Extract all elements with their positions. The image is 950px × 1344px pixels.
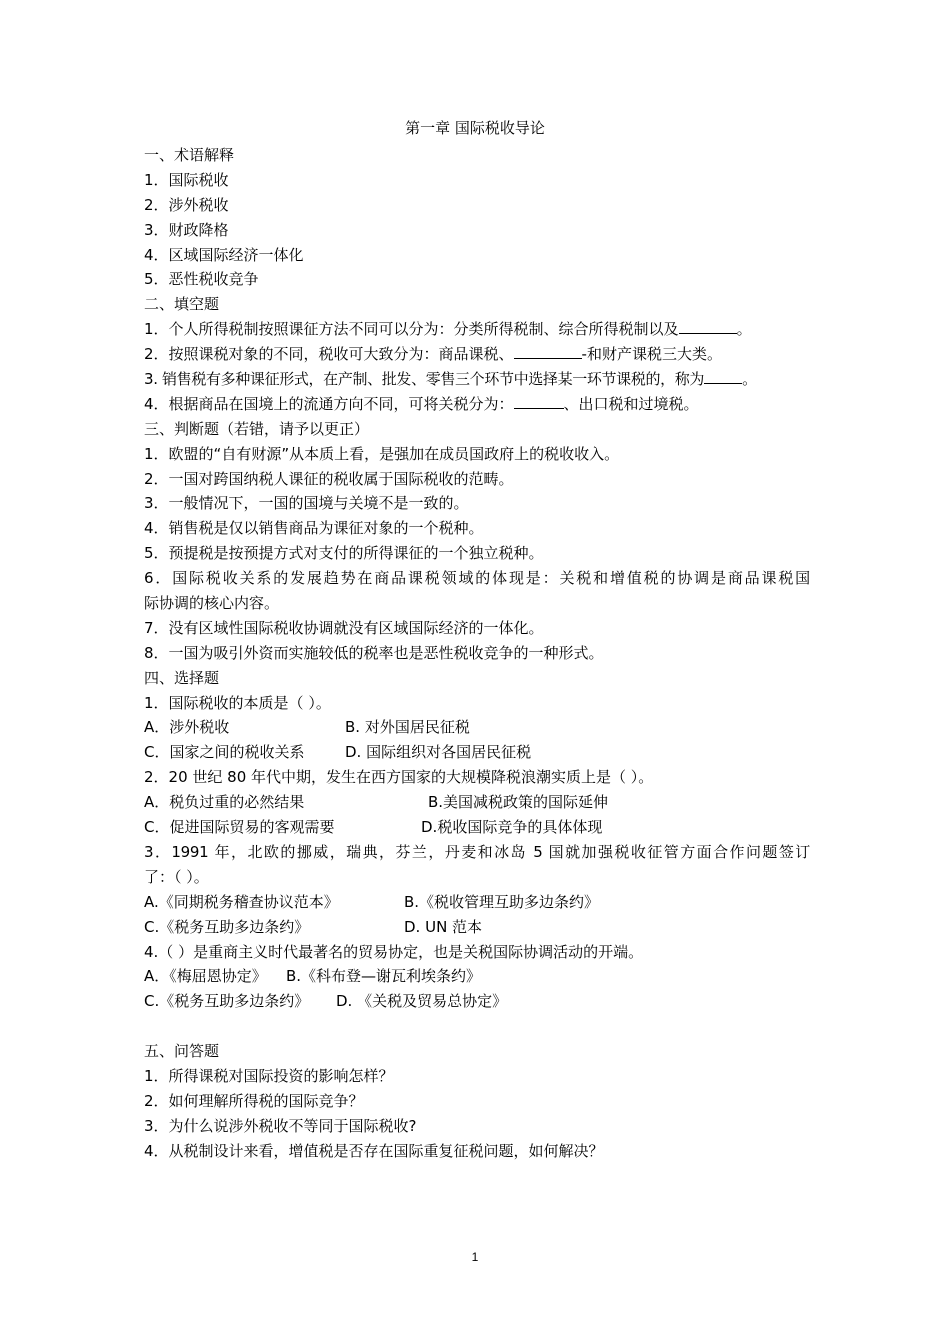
section-heading-multiple-choice: 四、选择题 <box>144 668 220 687</box>
list-item: 6．国际税收关系的发展趋势在商品课税领域的体现是：关税和增值税的协调是商品课税国 <box>144 569 810 588</box>
option-d: D.税收国际竞争的具体体现 <box>421 818 603 837</box>
option-c: C.《税务互助多边条约》 <box>144 992 310 1011</box>
choice-question-stem: 3．1991 年，北欧的挪威，瑞典，芬兰，丹麦和冰岛 5 国就加强税收征管方面合作问题签订 <box>144 842 810 861</box>
choice-question-stem: 2．20 世纪 80 年代中期，发生在西方国家的大规模降税浪潮实质上是（ ）。 <box>144 768 654 787</box>
fill-question-3 <box>144 367 810 392</box>
option-a: A．涉外税收 <box>144 718 230 737</box>
section-heading-true-false: 三、判断题（若错，请予以更正） <box>144 419 370 438</box>
list-item: 3．一般情况下，一国的国境与关境不是一致的。 <box>144 494 469 513</box>
option-d: D. 国际组织对各国居民征税 <box>345 743 532 762</box>
section-heading-fill-blank: 二、填空题 <box>144 295 220 314</box>
list-item: 4．区域国际经济一体化 <box>144 245 304 264</box>
question-text-tail: 、出口税和过境税。 <box>563 394 699 413</box>
list-item: 1．国际税收 <box>144 170 229 189</box>
choice-question-stem: 1．国际税收的本质是（ ）。 <box>144 693 331 712</box>
list-item: 5．预提税是按预提方式对支付的所得课征的一个独立税种。 <box>144 544 544 563</box>
choice-question-stem-continuation: 了：（ ）。 <box>144 867 209 886</box>
list-item: 2．涉外税收 <box>144 195 229 214</box>
list-item: 5．恶性税收竞争 <box>144 270 259 289</box>
list-item: 4．销售税是仅以销售商品为课征对象的一个税种。 <box>144 519 484 538</box>
question-text: 1．个人所得税制按照课征方法不同可以分为：分类所得税制、综合所得税制以及 <box>144 320 679 339</box>
choice-options-row <box>144 715 810 740</box>
list-item-continuation: 际协调的核心内容。 <box>144 594 280 613</box>
list-item: 8．一国为吸引外资而实施较低的税率也是恶性税收竞争的一种形式。 <box>144 643 604 662</box>
blank-line <box>144 1014 810 1039</box>
section-heading-short-answer: 五、问答题 <box>144 1042 220 1061</box>
answer-blank <box>704 367 742 384</box>
question-text: 3. 销售税有多种课征形式，在产制、批发、零售三个环节中选择某一环节课税的，称为 <box>144 370 705 389</box>
fill-question-1 <box>144 317 810 342</box>
chapter-title: 第一章 国际税收导论 <box>405 119 545 137</box>
option-c: C.《税务互助多边条约》 <box>144 917 310 936</box>
choice-options-row <box>144 915 810 940</box>
list-item: 3．为什么说涉外税收不等同于国际税收? <box>144 1116 417 1135</box>
question-text: 4．根据商品在国境上的流通方向不同，可将关税分为： <box>144 394 514 413</box>
choice-options-row <box>144 815 810 840</box>
question-text: 2．按照课税对象的不同，税收可大致分为：商品课税、 <box>144 345 514 364</box>
choice-options-row <box>144 790 810 815</box>
section-heading-terms: 一、术语解释 <box>144 146 235 164</box>
fill-question-4 <box>144 392 810 417</box>
option-d: D. UN 范本 <box>404 917 483 936</box>
question-text-tail: 。 <box>742 370 758 389</box>
choice-options-row <box>144 740 810 765</box>
list-item: 4．从税制设计来看，增值税是否存在国际重复征税问题，如何解决？ <box>144 1141 604 1160</box>
choice-options-row <box>144 989 810 1014</box>
list-item: 1．所得课税对国际投资的影响怎样？ <box>144 1066 394 1085</box>
list-item: 3．财政降格 <box>144 220 229 239</box>
list-item: 2．如何理解所得税的国际竞争？ <box>144 1091 364 1110</box>
option-b: B.美国减税政策的国际延伸 <box>428 793 609 812</box>
choice-question-stem: 4.（ ）是重商主义时代最著名的贸易协定，也是关税国际协调活动的开端。 <box>144 942 644 961</box>
question-text-tail: -和财产课税三大类。 <box>581 345 722 364</box>
list-item: 7．没有区域性国际税收协调就没有区域国际经济的一体化。 <box>144 618 544 637</box>
option-a: A.《同期税务稽查协议范本》 <box>144 892 339 911</box>
answer-blank <box>514 342 582 359</box>
option-a: A．税负过重的必然结果 <box>144 793 305 812</box>
option-c: C．促进国际贸易的客观需要 <box>144 818 335 837</box>
option-c: C．国家之间的税收关系 <box>144 743 305 762</box>
option-b: B. 对外国居民征税 <box>345 718 470 737</box>
list-item: 1．欧盟的“自有财源”从本质上看，是强加在成员国政府上的税收收入。 <box>144 444 620 463</box>
answer-blank <box>514 392 564 409</box>
option-d: D. 《关税及贸易总协定》 <box>336 992 508 1011</box>
option-b: B.《税收管理互助多边条约》 <box>404 892 600 911</box>
question-text-tail: 。 <box>736 320 752 339</box>
choice-options-row <box>144 890 810 915</box>
page-number: 1 <box>471 1250 479 1264</box>
answer-blank <box>679 317 737 334</box>
option-b: B.《科布登—谢瓦利埃条约》 <box>286 967 482 986</box>
list-item: 2．一国对跨国纳税人课征的税收属于国际税收的范畴。 <box>144 469 514 488</box>
option-a: A．《梅屈恩协定》 <box>144 967 267 986</box>
choice-options-row <box>144 964 810 989</box>
fill-question-2 <box>144 342 810 367</box>
document-body <box>144 143 810 1164</box>
